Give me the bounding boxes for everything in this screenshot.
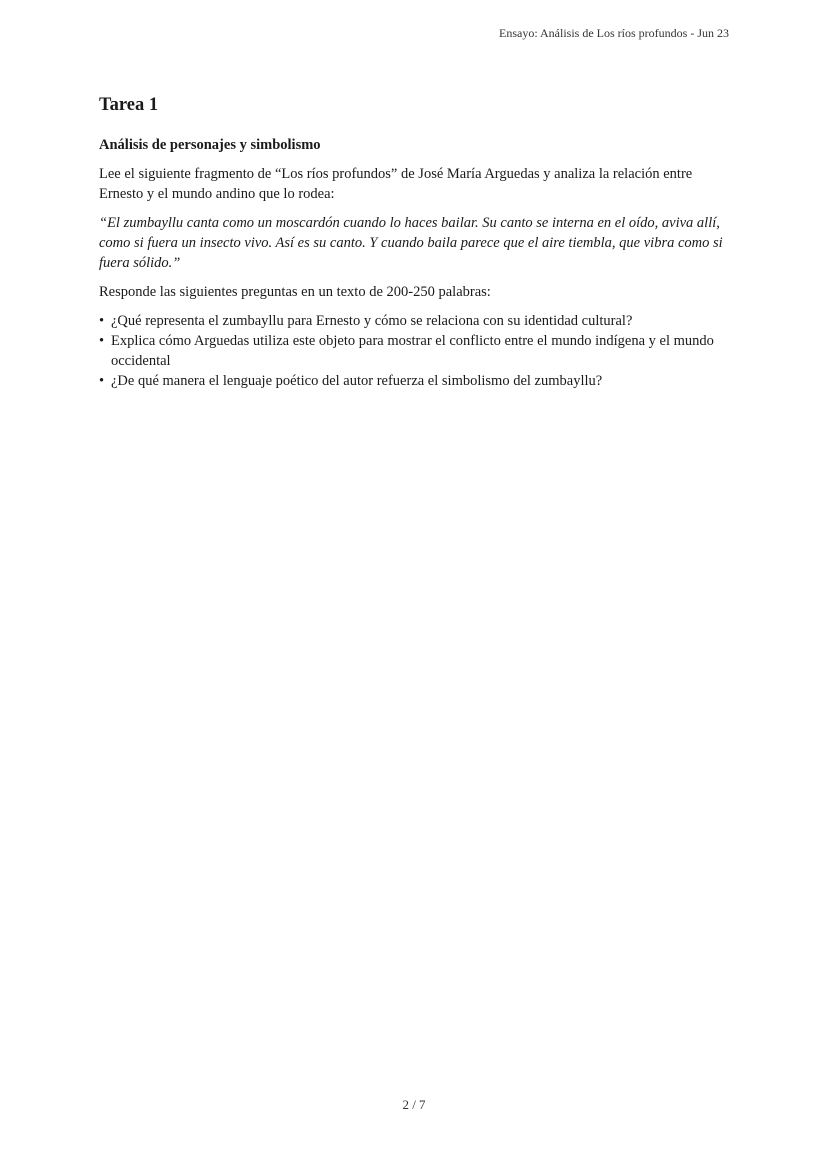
list-item <box>99 371 735 391</box>
list-item <box>99 331 735 371</box>
bullet-icon: • <box>99 373 105 389</box>
page-content <box>99 92 735 391</box>
quote-paragraph: “El zumbayllu canta como un moscardón cuando lo haces bailar. Su canto se interna en el oído, aviva allí, como si fuera un insecto vivo. Así es su canto. Y cuando baila parece que el aire tiembla, que vibra como si fuera sólido.” <box>99 215 723 271</box>
running-header: Ensayo: Análisis de Los ríos profundos - Jun 23 <box>499 26 729 40</box>
question-text: ¿De qué manera el lenguaje poético del autor refuerza el simbolismo del zumbayllu? <box>111 373 603 389</box>
intro-paragraph: Lee el siguiente fragmento de “Los ríos profundos” de José María Arguedas y analiza la relación entre Ernesto y el mundo andino que lo rodea: <box>99 166 693 202</box>
list-item <box>99 311 735 331</box>
bullet-icon: • <box>99 313 105 329</box>
instruction-paragraph: Responde las siguientes preguntas en un texto de 200-250 palabras: <box>99 284 491 300</box>
section-title: Análisis de personajes y simbolismo <box>99 137 321 153</box>
question-text: ¿Qué representa el zumbayllu para Ernesto y cómo se relaciona con su identidad cultural? <box>111 313 633 329</box>
task-title: Tarea 1 <box>99 95 159 115</box>
page-number: 2 / 7 <box>402 1097 426 1112</box>
bullet-icon: • <box>99 333 105 349</box>
question-text: Explica cómo Arguedas utiliza este objeto para mostrar el conflicto entre el mundo indígena y el mundo occidental <box>111 333 714 369</box>
question-list <box>99 311 735 391</box>
